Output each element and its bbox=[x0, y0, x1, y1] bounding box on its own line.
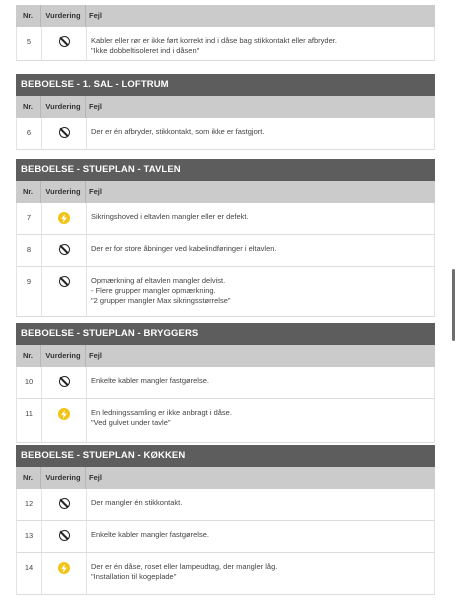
column-header-row bbox=[16, 345, 435, 367]
row-fault bbox=[87, 235, 434, 266]
row-rating bbox=[42, 489, 87, 520]
fault-text-line: Der er én dåse, roset eller lampeudtag, der mangler låg. bbox=[91, 562, 278, 571]
row-number: 11 bbox=[17, 399, 42, 442]
row-number: 10 bbox=[17, 367, 42, 398]
column-header-row bbox=[16, 5, 435, 27]
row-fault bbox=[87, 27, 434, 60]
section bbox=[16, 323, 435, 443]
fault-text-line: "2 grupper mangler Max sikringsstørrelse" bbox=[91, 296, 231, 305]
row-number: 7 bbox=[17, 203, 42, 234]
column-header-vurdering: Vurdering bbox=[41, 181, 86, 203]
column-header-row bbox=[16, 96, 435, 118]
fault-text-line: "Ikke dobbeltisoleret ind i dåsen" bbox=[91, 46, 200, 55]
row-fault bbox=[87, 267, 434, 316]
lightning-icon bbox=[58, 212, 70, 224]
fault-text-line: Kabler eller rør er ikke ført korrekt ind i dåse bag stikkontakt eller afbryder. bbox=[91, 36, 337, 45]
fault-text-line: Sikringshoved i eltavlen mangler eller er defekt. bbox=[91, 212, 249, 221]
table-row bbox=[16, 267, 435, 317]
no-entry-icon bbox=[59, 530, 70, 541]
row-fault bbox=[87, 521, 434, 552]
row-rating bbox=[42, 521, 87, 552]
row-fault bbox=[87, 118, 434, 149]
table-row bbox=[16, 399, 435, 443]
row-rating bbox=[42, 399, 87, 442]
row-number: 9 bbox=[17, 267, 42, 316]
row-rating bbox=[42, 118, 87, 149]
column-header-vurdering: Vurdering bbox=[41, 5, 86, 27]
table-row bbox=[16, 489, 435, 521]
table-row bbox=[16, 367, 435, 399]
lightning-icon bbox=[58, 562, 70, 574]
row-rating bbox=[42, 267, 87, 316]
row-number: 8 bbox=[17, 235, 42, 266]
no-entry-icon bbox=[59, 498, 70, 509]
row-number: 5 bbox=[17, 27, 42, 60]
section bbox=[16, 159, 435, 317]
column-header-nr: Nr. bbox=[16, 5, 41, 27]
row-fault bbox=[87, 367, 434, 398]
section-title: BEBOELSE - 1. SAL - LOFTRUM bbox=[16, 74, 435, 96]
row-fault bbox=[87, 489, 434, 520]
row-number: 12 bbox=[17, 489, 42, 520]
fault-text-line: Der mangler én stikkontakt. bbox=[91, 498, 183, 507]
row-fault bbox=[87, 399, 434, 442]
table-row bbox=[16, 118, 435, 150]
column-header-row bbox=[16, 181, 435, 203]
fault-text-line: Enkelte kabler mangler fastgørelse. bbox=[91, 530, 209, 539]
section-title: BEBOELSE - STUEPLAN - TAVLEN bbox=[16, 159, 435, 181]
fault-text-line: Der er én afbryder, stikkontakt, som ikke er fastgjort. bbox=[91, 127, 265, 136]
section-title: BEBOELSE - STUEPLAN - KØKKEN bbox=[16, 445, 435, 467]
column-header-fejl: Fejl bbox=[89, 187, 102, 196]
column-header-vurdering: Vurdering bbox=[41, 467, 86, 489]
column-header-fejl: Fejl bbox=[89, 473, 102, 482]
table-row bbox=[16, 553, 435, 595]
no-entry-icon bbox=[59, 127, 70, 138]
table-row bbox=[16, 27, 435, 61]
column-header-nr: Nr. bbox=[16, 96, 41, 118]
fault-text-line: "Ved gulvet under tavle" bbox=[91, 418, 171, 427]
section bbox=[16, 74, 435, 150]
no-entry-icon bbox=[59, 36, 70, 47]
row-fault bbox=[87, 203, 434, 234]
no-entry-icon bbox=[59, 244, 70, 255]
column-header-nr: Nr. bbox=[16, 181, 41, 203]
column-header-fejl: Fejl bbox=[89, 102, 102, 111]
column-header-row bbox=[16, 467, 435, 489]
row-rating bbox=[42, 235, 87, 266]
fault-text-line: Der er for store åbninger ved kabelindføringer i eltavlen. bbox=[91, 244, 277, 253]
column-header-vurdering: Vurdering bbox=[41, 345, 86, 367]
row-fault bbox=[87, 553, 434, 594]
lightning-icon bbox=[58, 408, 70, 420]
scrollbar-thumb[interactable] bbox=[452, 269, 455, 341]
column-header-nr: Nr. bbox=[16, 467, 41, 489]
row-rating bbox=[42, 553, 87, 594]
no-entry-icon bbox=[59, 276, 70, 287]
row-rating bbox=[42, 27, 87, 60]
table-row bbox=[16, 521, 435, 553]
table-row bbox=[16, 203, 435, 235]
section bbox=[16, 5, 435, 61]
section-title: BEBOELSE - STUEPLAN - BRYGGERS bbox=[16, 323, 435, 345]
table-row bbox=[16, 235, 435, 267]
row-number: 6 bbox=[17, 118, 42, 149]
row-rating bbox=[42, 367, 87, 398]
row-rating bbox=[42, 203, 87, 234]
row-number: 13 bbox=[17, 521, 42, 552]
fault-text-line: Opmærkning af eltavlen mangler delvist. bbox=[91, 276, 226, 285]
column-header-vurdering: Vurdering bbox=[41, 96, 86, 118]
row-number: 14 bbox=[17, 553, 42, 594]
no-entry-icon bbox=[59, 376, 70, 387]
column-header-fejl: Fejl bbox=[89, 11, 102, 20]
fault-text-line: - Flere grupper mangler opmærkning. bbox=[91, 286, 216, 295]
section bbox=[16, 445, 435, 595]
fault-text-line: "Installation til kogeplade" bbox=[91, 572, 177, 581]
column-header-nr: Nr. bbox=[16, 345, 41, 367]
column-header-fejl: Fejl bbox=[89, 351, 102, 360]
fault-text-line: En ledningssamling er ikke anbragt i dåse. bbox=[91, 408, 232, 417]
fault-text-line: Enkelte kabler mangler fastgørelse. bbox=[91, 376, 209, 385]
